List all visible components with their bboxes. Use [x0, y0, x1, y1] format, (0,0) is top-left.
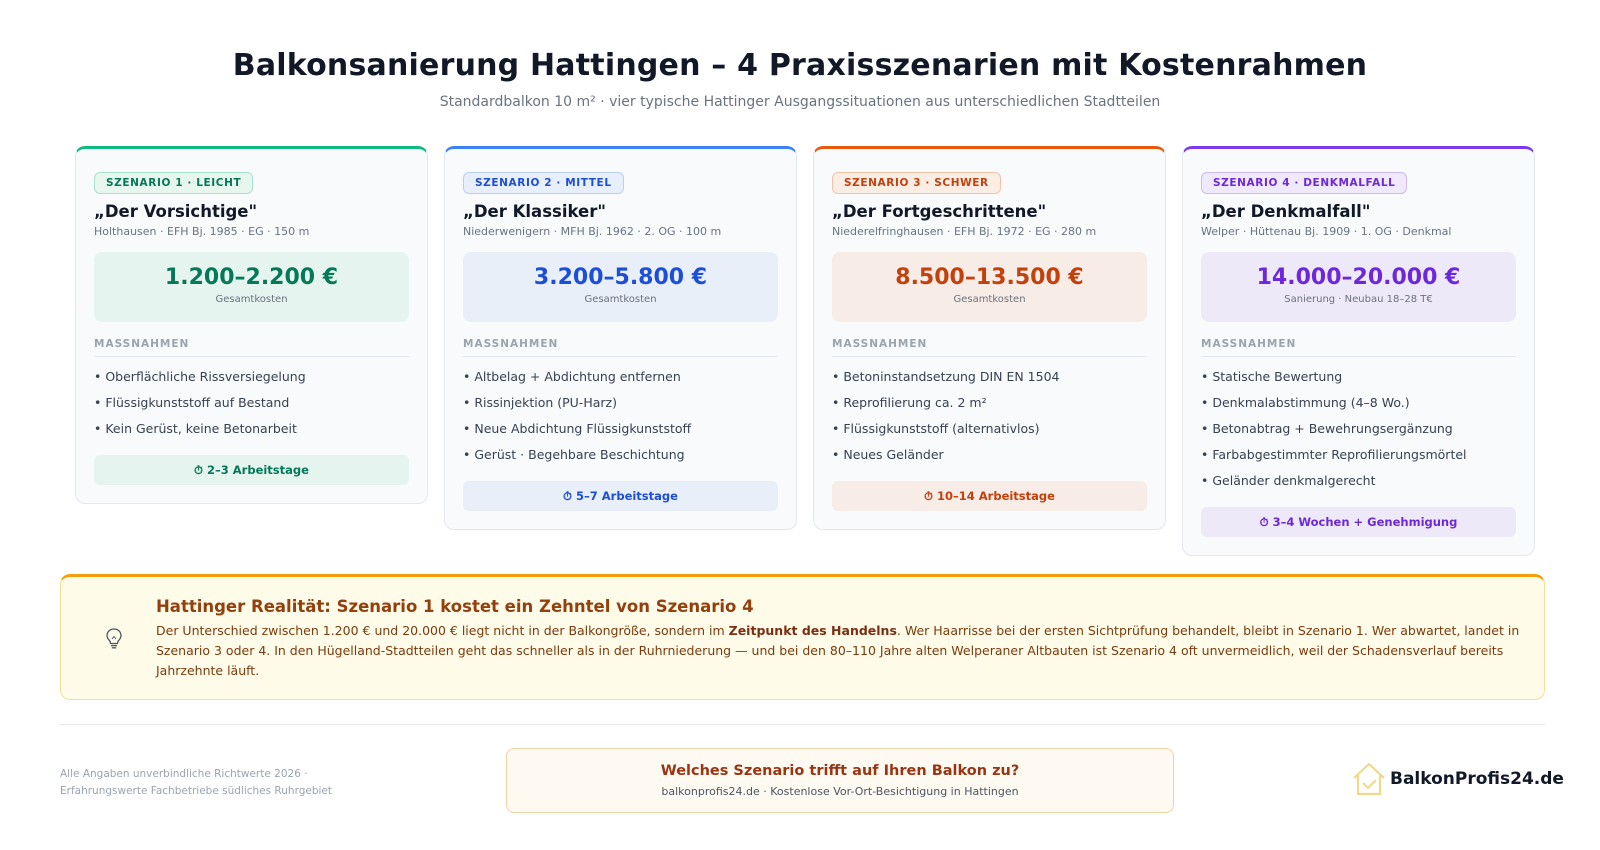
- insight-text-start: Der Unterschied zwischen 1.200 € und 20.000 € liegt nicht in der Balkongröße, sondern im: [156, 623, 729, 638]
- scenario-card-1: [75, 146, 428, 504]
- house-check-icon: [1350, 760, 1388, 798]
- price-label: Gesamtkosten: [953, 294, 1026, 305]
- measures-list: [94, 367, 409, 445]
- scenario-title: „Der Denkmalfall": [1201, 202, 1371, 221]
- measure-item: • Oberflächliche Rissversiegelung: [94, 369, 306, 384]
- disclaimer-line: Alle Angaben unverbindliche Richtwerte 2026 ·: [60, 768, 308, 780]
- price-box: [94, 252, 409, 322]
- measure-item: • Betoninstandsetzung DIN EN 1504: [832, 369, 1060, 384]
- price-box: [832, 252, 1147, 322]
- price-range: 1.200–2.200 €: [164, 265, 339, 290]
- price-box: [1201, 252, 1516, 322]
- scenario-meta: Welper · Hüttenau Bj. 1909 · 1. OG · Denkmal: [1201, 225, 1452, 238]
- price-range: 3.200–5.800 €: [533, 265, 708, 290]
- insight-title: Hattinger Realität: Szenario 1 kostet ein Zehntel von Szenario 4: [156, 597, 754, 616]
- scenario-title: „Der Fortgeschrittene": [832, 202, 1047, 221]
- scenario-card-4: [1182, 146, 1535, 556]
- measure-item: • Reprofilierung ca. 2 m²: [832, 395, 987, 410]
- duration-badge: ⏱ 2–3 Arbeitstage: [94, 455, 409, 485]
- measure-item: • Denkmalabstimmung (4–8 Wo.): [1201, 395, 1410, 410]
- brand-logo[interactable]: [1350, 760, 1564, 798]
- measure-item: • Altbelag + Abdichtung entfernen: [463, 369, 681, 384]
- scenario-card-3: [813, 146, 1166, 530]
- disclaimer-line: Erfahrungswerte Fachbetriebe südliches Ruhrgebiet: [60, 785, 332, 797]
- measures-heading: MASSNAHMEN: [94, 338, 409, 357]
- logo-text: BalkonProfis24.de: [1390, 769, 1564, 789]
- measure-item: • Betonabtrag + Bewehrungsergänzung: [1201, 421, 1453, 436]
- duration-badge: ⏱ 10–14 Arbeitstage: [832, 481, 1147, 511]
- measures-heading: MASSNAHMEN: [832, 338, 1147, 357]
- cta-title: Welches Szenario trifft auf Ihren Balkon zu?: [660, 763, 1020, 779]
- measure-item: • Neue Abdichtung Flüssigkunststoff: [463, 421, 692, 436]
- measure-item: • Neues Geländer: [832, 447, 944, 462]
- page-subtitle: Standardbalkon 10 m² · vier typische Hattinger Ausgangssituationen aus unterschiedlichen Stadtteilen: [439, 94, 1161, 110]
- measure-item: • Flüssigkunststoff auf Bestand: [94, 395, 290, 410]
- scenario-badge: SZENARIO 3 · SCHWER: [832, 172, 1001, 194]
- scenario-cards: [75, 146, 1535, 556]
- page-title: Balkonsanierung Hattingen – 4 Praxisszenarien mit Kostenrahmen: [232, 48, 1368, 83]
- scenario-badge: SZENARIO 2 · MITTEL: [463, 172, 624, 194]
- price-range: 8.500–13.500 €: [895, 265, 1084, 290]
- lightbulb-icon: [103, 627, 125, 651]
- price-range: 14.000–20.000 €: [1256, 265, 1461, 290]
- measures-list: [1201, 367, 1516, 497]
- scenario-meta: Niederelfringhausen · EFH Bj. 1972 · EG · 280 m: [832, 225, 1097, 238]
- insight-text: [156, 621, 1521, 681]
- scenario-badge: SZENARIO 4 · DENKMALFALL: [1201, 172, 1407, 194]
- scenario-card-2: [444, 146, 797, 530]
- cta-subtitle: balkonprofis24.de · Kostenlose Vor-Ort-Besichtigung in Hattingen: [661, 785, 1019, 798]
- price-label: Sanierung · Neubau 18–28 T€: [1284, 294, 1433, 305]
- scenario-meta: Holthausen · EFH Bj. 1985 · EG · 150 m: [94, 225, 310, 238]
- insight-text-highlight: Zeitpunkt des Handelns: [728, 623, 897, 638]
- price-box: [463, 252, 778, 322]
- measure-item: • Flüssigkunststoff (alternativlos): [832, 421, 1040, 436]
- duration-badge: ⏱ 3–4 Wochen + Genehmigung: [1201, 507, 1516, 537]
- measure-item: • Gerüst · Begehbare Beschichtung: [463, 447, 685, 462]
- measures-heading: MASSNAHMEN: [463, 338, 778, 357]
- measure-item: • Geländer denkmalgerecht: [1201, 473, 1376, 488]
- measure-item: • Kein Gerüst, keine Betonarbeit: [94, 421, 297, 436]
- measures-list: [832, 367, 1147, 471]
- scenario-badge: SZENARIO 1 · LEICHT: [94, 172, 253, 194]
- disclaimer-note: [60, 766, 390, 800]
- footer-divider: [60, 724, 1545, 725]
- scenario-meta: Niederwenigern · MFH Bj. 1962 · 2. OG · 100 m: [463, 225, 722, 238]
- scenario-title: „Der Vorsichtige": [94, 202, 258, 221]
- measure-item: • Rissinjektion (PU-Harz): [463, 395, 617, 410]
- measures-heading: MASSNAHMEN: [1201, 338, 1516, 357]
- price-label: Gesamtkosten: [584, 294, 657, 305]
- measure-item: • Statische Bewertung: [1201, 369, 1343, 384]
- measure-item: • Farbabgestimmter Reprofilierungsmörtel: [1201, 447, 1467, 462]
- insight-text-end: . Wer Haarrisse bei der ersten Sichtprüfung behandelt, bleibt in Szenario 1. Wer abwartet, landet in Szenario 3 oder 4. In den Hügelland-Stadtteilen geht das schneller als in der Ruhrniederung — und bei den 80–110 Jahre alten Welperaner Altbauten ist Szenario 4 oft unvermeidlich, weil der Schadensverlauf bereits Jahrzehnte läuft.: [156, 623, 1520, 678]
- measures-list: [463, 367, 778, 471]
- price-label: Gesamtkosten: [215, 294, 288, 305]
- insight-box: [60, 574, 1545, 700]
- cta-box[interactable]: [506, 748, 1174, 813]
- scenario-title: „Der Klassiker": [463, 202, 606, 221]
- duration-badge: ⏱ 5–7 Arbeitstage: [463, 481, 778, 511]
